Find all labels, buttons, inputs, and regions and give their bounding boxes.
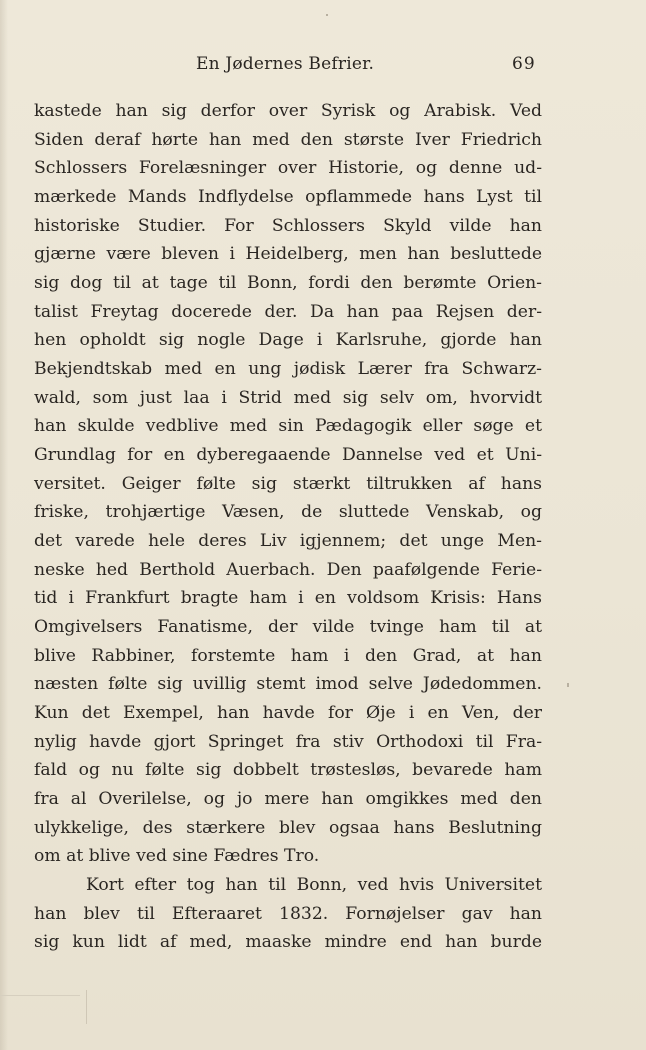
text-line: Omgivelsers Fanatisme, der vilde tvinge ham til at (34, 617, 542, 638)
text-line: hen opholdt sig nogle Dage i Karlsruhe, gjorde han (34, 330, 542, 351)
paragraph-start-line: Kort efter tog han til Bonn, ved hvis Universitet (86, 875, 542, 896)
text-line: fra al Overilelse, og jo mere han omgikkes med den (34, 789, 542, 810)
text-line: versitet. Geiger følte sig stærkt tiltrukken af hans (34, 473, 542, 494)
page-edge-shadow (0, 0, 8, 1050)
text-line: wald, som just laa i Strid med sig selv om, hvorvidt (34, 387, 542, 408)
text-line: tid i Frankfurt bragte ham i en voldsom Krisis: Hans (34, 588, 542, 609)
text-line: Kun det Exempel, han havde for Øje i en Ven, der (34, 703, 542, 724)
paragraph-end-line: om at blive ved sine Fædres Tro. (34, 846, 320, 867)
text-line: Schlossers Forelæsninger over Historie, og denne ud- (34, 158, 542, 179)
text-line: fald og nu følte sig dobbelt trøstesløs, bevarede ham (34, 760, 542, 781)
text-line: sig kun lidt af med, maaske mindre end han burde (34, 932, 542, 953)
text-line: historiske Studier. For Schlossers Skyld vilde han (34, 215, 542, 236)
text-line: Bekjendtskab med en ung jødisk Lærer fra Schwarz- (34, 359, 542, 380)
text-line: Siden deraf hørte han med den største Iver Friedrich (34, 129, 542, 150)
page-number: 69 (512, 54, 536, 74)
text-line: mærkede Mands Indflydelse opflammede hans Lyst til (34, 187, 542, 208)
page-tear-mark (86, 990, 87, 1024)
text-line: neske hed Berthold Auerbach. Den paafølgende Ferie- (34, 559, 542, 580)
text-line: nylig havde gjort Springet fra stiv Orthodoxi til Fra- (34, 731, 542, 752)
text-line: friske, trohjærtige Væsen, de sluttede Venskab, og (34, 502, 542, 523)
text-line: han skulde vedblive med sin Pædagogik eller søge et (34, 416, 542, 437)
top-specks (326, 14, 328, 16)
text-line: det varede hele deres Liv igjennem; det unge Men- (34, 531, 542, 552)
text-line: blive Rabbiner, forstemte ham i den Grad, at han (34, 645, 542, 666)
text-line: ulykkelige, des stærkere blev ogsaa hans Beslutning (34, 817, 542, 838)
text-line: gjærne være bleven i Heidelberg, men han besluttede (34, 244, 542, 265)
text-line: han blev til Efteraaret 1832. Fornøjelser gav han (34, 903, 542, 924)
text-line: sig dog til at tage til Bonn, fordi den berømte Orien- (34, 273, 542, 294)
page-header (0, 54, 646, 86)
page-tear-mark (0, 995, 80, 996)
text-line: kastede han sig derfor over Syrisk og Arabisk. Ved (34, 101, 542, 121)
margin-speck (567, 683, 569, 687)
text-line: talist Freytag docerede der. Da han paa Rejsen der- (34, 301, 542, 322)
body-text (34, 97, 542, 957)
text-line: Grundlag for en dyberegaaende Dannelse ved et Uni- (34, 445, 542, 466)
text-line: næsten følte sig uvillig stemt imod selve Jødedommen. (34, 674, 542, 695)
running-head: En Jødernes Befrier. (196, 54, 375, 74)
